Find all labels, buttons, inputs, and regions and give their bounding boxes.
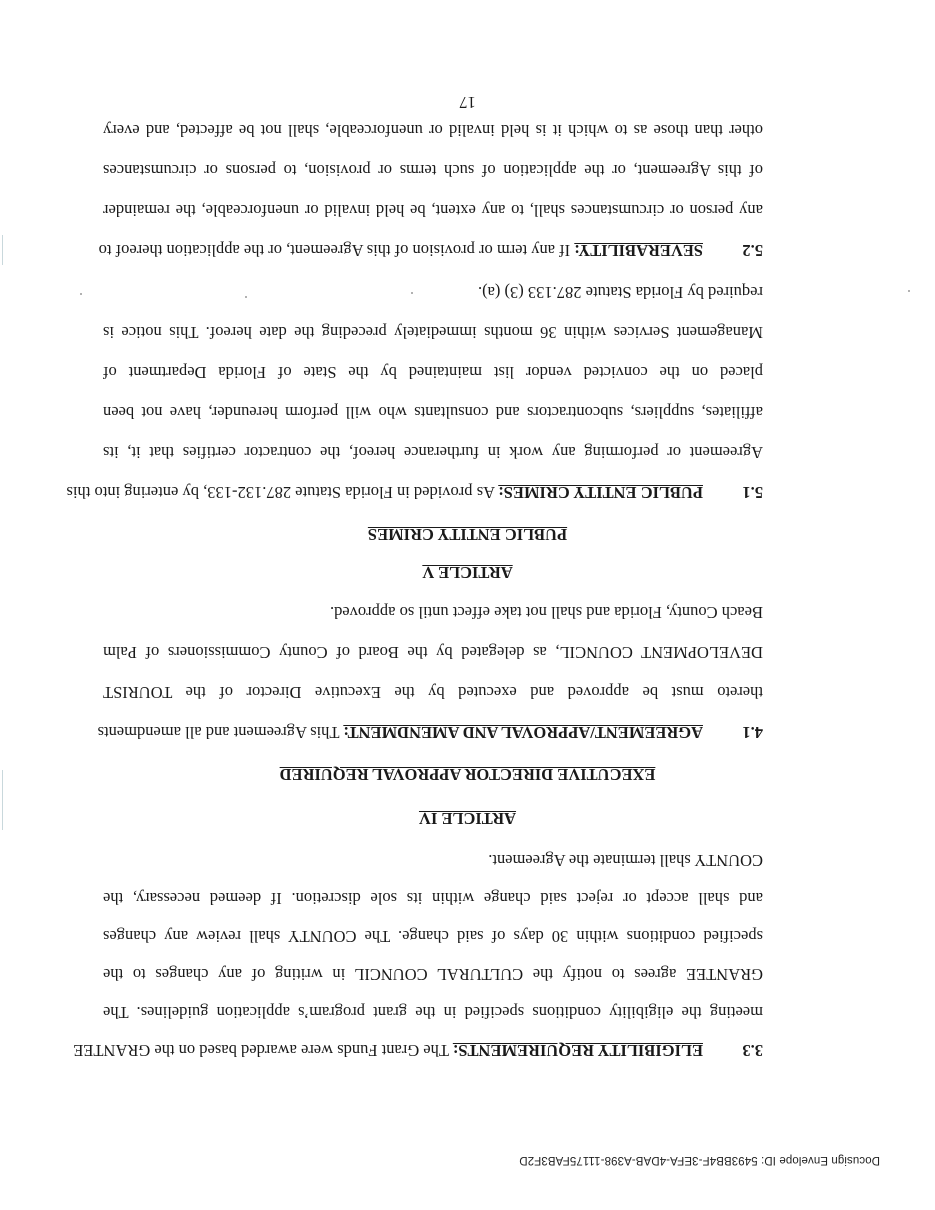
section-5-1-line: Management Services within 36 months immediately preceding the date hereof. This notice is xyxy=(103,323,763,342)
section-5-1-line: affiliates, suppliers, subcontractors and consultants who will perform hereunder, have not been xyxy=(103,403,763,422)
section-3-3-line: meeting the eligibility conditions specified in the grant program’s application guidelines. The xyxy=(103,1003,763,1022)
section-3-3-title: ELIGIBILITY REQUIREMENTS: xyxy=(452,1041,703,1060)
section-4-1-number: 4.1 xyxy=(742,723,763,742)
section-5-1-number: 5.1 xyxy=(742,483,763,502)
section-5-2-line: other than those as to which it is held invalid or unenforceable, shall not be affected, and every xyxy=(103,121,763,140)
section-3-3-line: GRANTEE agrees to notify the CULTURAL COUNCIL in writing of any changes to the xyxy=(103,965,763,984)
scan-speck xyxy=(80,293,82,295)
scan-speck xyxy=(411,292,413,294)
section-5-1-first-line xyxy=(66,482,703,502)
section-3-3-first-line xyxy=(73,1040,703,1060)
section-5-1-first-text: As provided in Florida Statute 287.132-133, by entering into this xyxy=(66,483,496,502)
section-4-1-line: DEVELOPMENT COUNCIL, as delegated by the Board of County Commissioners of Palm xyxy=(103,643,763,662)
section-4-1-first-text: This Agreement and all amendments xyxy=(97,723,340,742)
section-5-2-line: of this Agreement, or the application of such terms or provision, to persons or circumstances xyxy=(103,161,763,180)
section-4-1-title: AGREEMENT/APPROVAL AND AMENDMENT: xyxy=(343,723,703,742)
article-4-heading: ARTICLE IV xyxy=(418,809,517,828)
section-5-2-first-line xyxy=(98,240,703,260)
scan-edge-mark xyxy=(2,235,3,265)
scan-speck xyxy=(245,296,247,298)
section-5-1-line: required by Florida Statute 287.133 (3) (a). xyxy=(477,283,763,302)
section-3-3-number: 3.3 xyxy=(742,1041,763,1060)
article-5-heading: ARTICLE V xyxy=(422,563,513,582)
article-4-subheading: EXECUTIVE DIRECTOR APPROVAL REQUIRED xyxy=(279,765,656,784)
section-3-3-line: specified conditions within 30 days of said change. The COUNTY shall review any changes xyxy=(103,927,763,946)
section-5-1-line: Agreement or performing any work in furtherance hereof, the contractor certifies that it, its xyxy=(103,443,763,462)
section-4-1-line: Beach County, Florida and shall not take effect until so approved. xyxy=(329,603,763,622)
section-3-3-line: COUNTY shall terminate the Agreement. xyxy=(488,851,763,870)
section-5-2-number: 5.2 xyxy=(742,241,763,260)
scan-speck xyxy=(908,290,910,292)
scan-edge-mark xyxy=(2,770,3,830)
section-5-1-title: PUBLIC ENTITY CRIMES: xyxy=(498,483,703,502)
envelope-id: Docusign Envelope ID: 5493BB4F-3EFA-4DAB-A398-11175FAB3F2D xyxy=(519,1154,880,1166)
page-number: 17 xyxy=(459,93,476,112)
section-5-1-line: placed on the convicted vendor list maintained by the State of Florida Department of xyxy=(103,363,763,382)
section-3-3-first-text: The Grant Funds were awarded based on the GRANTEE xyxy=(73,1041,449,1060)
section-3-3-line: and shall accept or reject said change within its sole discretion. If deemed necessary, the xyxy=(103,889,763,908)
section-5-2-first-text: If any term or provision of this Agreement, or the application thereof to xyxy=(98,241,571,260)
section-4-1-line: thereto must be approved and executed by the Executive Director of the TOURIST xyxy=(103,683,763,702)
section-5-2-title: SEVERABILITY: xyxy=(574,241,703,260)
section-5-2-line: any person or circumstances shall, to any extent, be held invalid or unenforceable, the remainder xyxy=(103,201,763,220)
article-5-subheading: PUBLIC ENTITY CRIMES xyxy=(367,525,568,544)
section-4-1-first-line xyxy=(97,722,703,742)
